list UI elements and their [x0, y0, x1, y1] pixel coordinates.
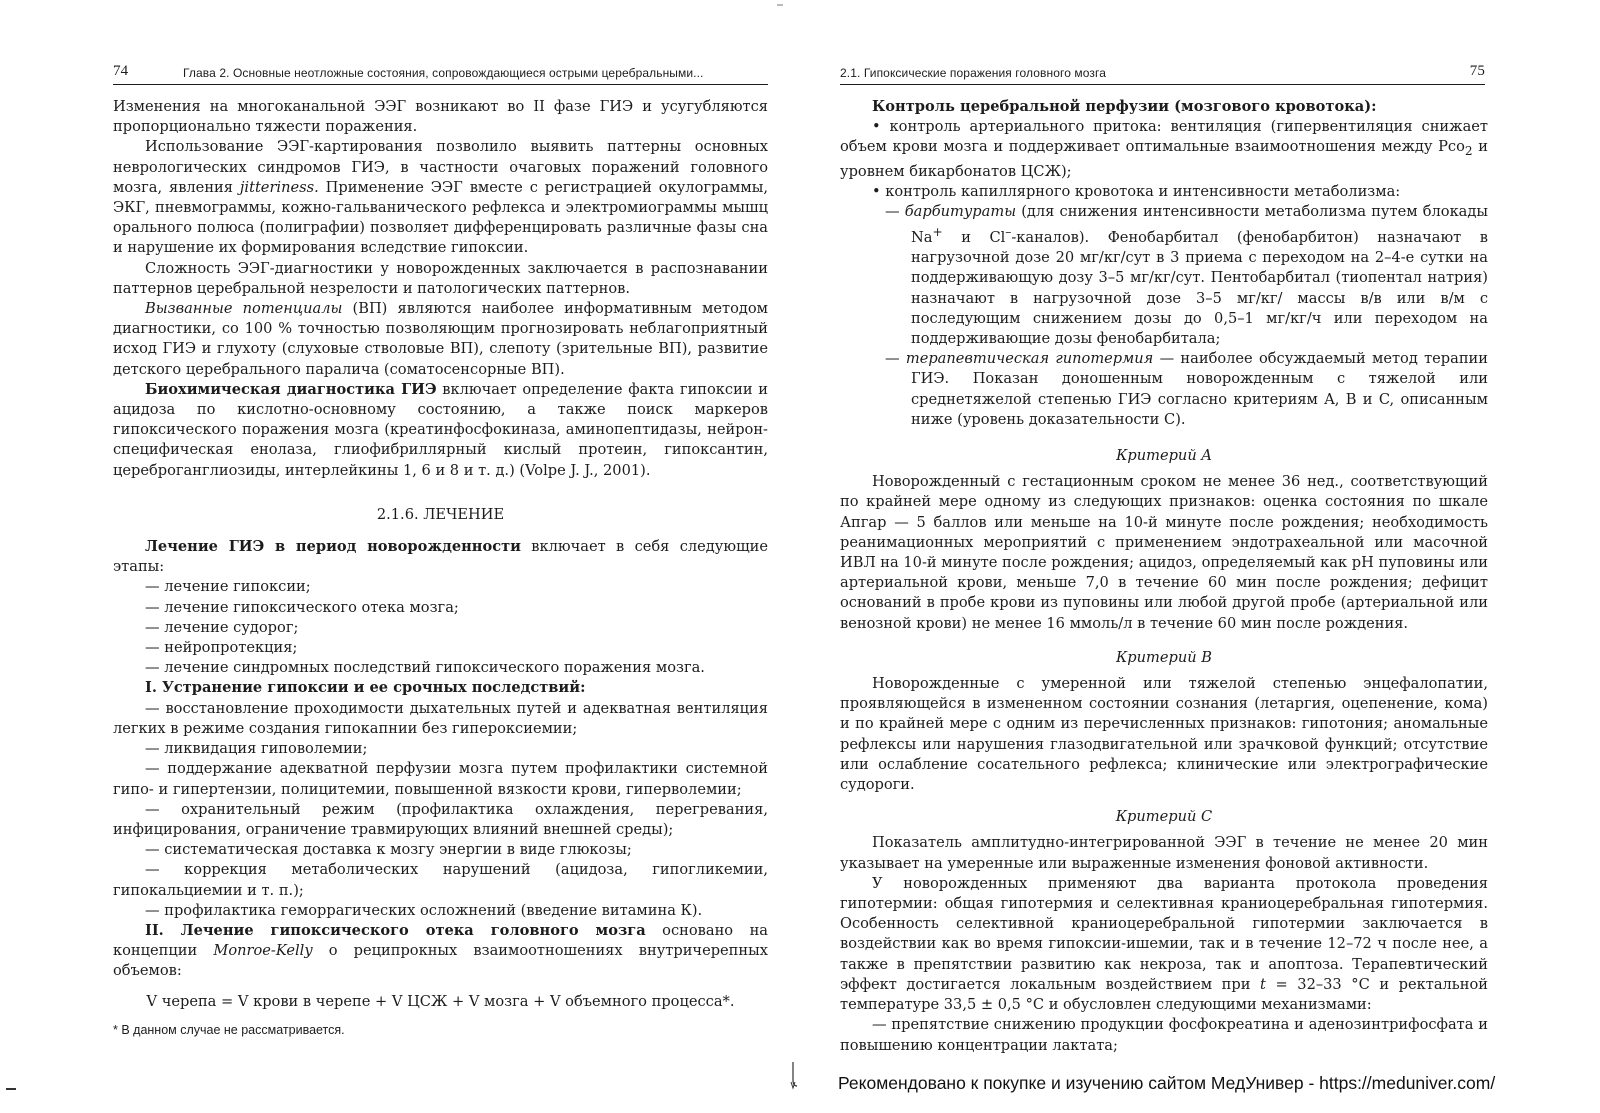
- section-title: 2.1.6. ЛЕЧЕНИЕ: [376, 505, 505, 523]
- spine-mark: [788, 1060, 798, 1090]
- list-item: — препятствие снижению продукции фосфокреатина и аденозинтрифосфата и повышению концентрации лактата;: [840, 1016, 1488, 1054]
- paragraph: Вызванные потенциалы (ВП) являются наиболее информативным методом диагностики, со 100 % точностью позволяющим прогнозировать неблагоприятный исход ГИЭ и глухоту (слуховые стволовые ВП), слепоту (зрительные ВП), развитие детского церебрального паралича (соматосенсорные ВП).: [113, 300, 768, 378]
- footnote: * В данном случае не рассматривается.: [113, 1022, 345, 1037]
- paragraph: Использование ЭЭГ-картирования позволило выявить паттерны основных неврологических синдромов ГИЭ, в частности очаговых поражений головного мозга, явления jitteriness. Применение ЭЭГ вместе с регистрацией окулограммы, ЭКГ, пневмограммы, кожно-гальванического рефлекса и электромиограммы мышц орального полюса (полиграфии) позволяет дифференцировать различные фазы сна и нарушение их формирования вследствие гипоксии.: [113, 138, 768, 257]
- list-item: — профилактика геморрагических осложнений (введение витамина К).: [145, 901, 703, 919]
- criterion-b-title: Критерий B: [1115, 648, 1212, 666]
- list-item: — лечение синдромных последствий гипоксического поражения мозга.: [145, 659, 705, 677]
- treatment-intro: Лечение ГИЭ в период новорожденности включает в себя следующие этапы:: [113, 538, 768, 576]
- list-item: — восстановление проходимости дыхательных путей и адекватная вентиляция легких в режиме создания гипокапнии без гипероксиемии;: [113, 699, 768, 737]
- paragraph: Изменения на многоканальной ЭЭГ возникают во II фазе ГИЭ и усугубляются пропорционально тяжести поражения.: [113, 98, 768, 136]
- criterion-a-text: Новорожденный с гестационным сроком не менее 36 нед., соответствующий по крайней мере одному из следующих признаков: оценка состояния по шкале Апгар — 5 баллов или меньше на 10-й минуте после рождения; необходимость реанимационных мероприятий с применением эндотрахеальной или масочной ИВЛ на 10-й минуте после рождения; ацидоз, определяемый как pH пуповины или артериальной крови, меньше 7,0 в течение 60 мин после рождения; дефицит оснований в пробе крови из пуповины или любой другой пробе (артериальной или венозной крови) не менее 16 ммоль/л в течение 60 мин после рождения.: [840, 473, 1488, 632]
- scan-mark: [777, 4, 783, 6]
- list-item: — ликвидация гиповолемии;: [145, 740, 368, 758]
- left-header-rule: [113, 84, 768, 85]
- perfusion-title: Контроль церебральной перфузии (мозгового кровотока):: [872, 98, 1377, 115]
- criterion-a-title: Критерий A: [1116, 447, 1212, 465]
- criterion-c-text: Показатель амплитудно-интегрированной ЭЭГ в течение не менее 20 мин указывает на умеренные или выраженные изменения фоновой активности.: [840, 834, 1488, 872]
- criterion-c-title: Критерий C: [1115, 808, 1213, 826]
- right-header-rule: [840, 84, 1485, 85]
- section-I-title: I. Устранение гипоксии и ее срочных последствий:: [145, 679, 586, 697]
- list-item: — поддержание адекватной перфузии мозга путем профилактики системной гипо- и гипертензии, полицитемии, повышенной вязкости крови, гиперволемии;: [113, 760, 768, 798]
- left-body: [113, 97, 768, 1040]
- paragraph: Биохимическая диагностика ГИЭ включает определение факта гипоксии и ацидоза по кислотно-основному состоянию, а также поиск маркеров гипоксического поражения мозга (креатинфосфокиназа, аминопептидазы, нейрон-специфическая енолаза, глиофибриллярный кислый протеин, гипоксантин, цереброганглиозиды, интерлейкины 1, 6 и 8 и т. д.) (Volpe J. J., 2001).: [113, 380, 768, 479]
- right-running-title: 2.1. Гипоксические поражения головного мозга: [840, 66, 1107, 80]
- list-item: — лечение гипоксии;: [145, 578, 311, 596]
- right-page-number: 75: [1469, 63, 1485, 79]
- list-item: — охранительный режим (профилактика охлаждения, перегревания, инфицирования, ограничение травмирующих влияний внешней среды);: [113, 800, 768, 838]
- list-item-hypothermia: — терапевтическая гипотермия — наиболее обсуждаемый метод терапии ГИЭ. Показан доношенным новорожденным с тяжелой или среднетяжелой степенью ГИЭ согласно критериям A, B и C, описанным ниже (уровень доказательности C).: [885, 350, 1489, 428]
- right-body: [840, 97, 1488, 1056]
- left-page-number: 74: [113, 63, 129, 79]
- formula: V черепа = V крови в черепе + V ЦСЖ + V мозга + V объемного процесса*.: [146, 992, 735, 1010]
- protocol-paragraph: У новорожденных применяют два варианта протокола проведения гипотермии: общая гипотермия и селективная краниоцеребральная гипотермия. Особенность селективной краниоцеребральной гипотермии заключается в воздействии как во время гипоксии-ишемии, так и в течение 12–72 ч после нее, а также в препятствии развитию как некроза, так и апоптоза. Терапевтический эффект достигается локальным воздействием при t = 32–33 °C и ректальной температуре 33,5 ± 0,5 °C и обусловлен следующими механизмами:: [840, 874, 1488, 1014]
- list-item-barbiturates: — барбитураты (для снижения интенсивности метаболизма путем блокады Na+ и Cl–-каналов). Фенобарбитал (фенобарбитон) назначают в нагрузочной дозе 20 мг/кг/сут в 3 приема с переходом на 2–4-е сутки на поддерживающую дозу 3–5 мг/кг/сут. Пентобарбитал (тиопентал натрия) назначают в нагрузочной дозе 3–5 мг/кг/ массы в/в или в/м с последующим снижением дозы до 0,5–1 мг/кг/ч или переходом на поддерживающие дозы фенобарбитала;: [885, 202, 1488, 347]
- list-item: — коррекция метаболических нарушений (ацидоза, гипогликемии, гипокальциемии и т. п.);: [113, 861, 768, 899]
- list-item: — систематическая доставка к мозгу энергии в виде глюкозы;: [145, 841, 632, 859]
- scan-mark: [6, 1088, 16, 1090]
- list-item: — нейропротекция;: [145, 639, 298, 657]
- list-item: • контроль капиллярного кровотока и интенсивности метаболизма:: [872, 182, 1401, 200]
- list-item: • контроль артериального притока: вентиляция (гипервентиляция снижает объем крови мозга и поддерживает оптимальные взаимоотношения между Pco$_2$ и уровнем бикарбонатов ЦСЖ);: [840, 118, 1488, 180]
- section-II-paragraph: II. Лечение гипоксического отека головного мозга основано на концепции Monroe-Kelly о реципрокных взаимоотношениях внутричерепных объемов:: [113, 921, 768, 980]
- list-item: — лечение судорог;: [145, 618, 299, 636]
- paragraph: Сложность ЭЭГ-диагностики у новорожденных заключается в распознавании паттернов церебральной незрелости и патологических паттернов.: [113, 259, 768, 297]
- list-item: — лечение гипоксического отека мозга;: [145, 598, 459, 616]
- criterion-b-text: Новорожденные с умеренной или тяжелой степенью энцефалопатии, проявляющейся в измененном состоянии сознания (летаргия, оцепенение, кома) и по крайней мере с одним из перечисленных признаков: гипотония; аномальные рефлексы или нарушения глазодвигательной или зрачковой функций; отсутствие или ослабление сосательного рефлекса; клинические или электрографические судороги.: [840, 675, 1488, 794]
- footer-watermark: Рекомендовано к покупке и изучению сайтом МедУнивер - https://meduniver.com/: [838, 1073, 1496, 1093]
- right-page: [800, 0, 1600, 1113]
- left-running-title: Глава 2. Основные неотложные состояния, сопровождающиеся острыми церебральными...: [183, 66, 704, 80]
